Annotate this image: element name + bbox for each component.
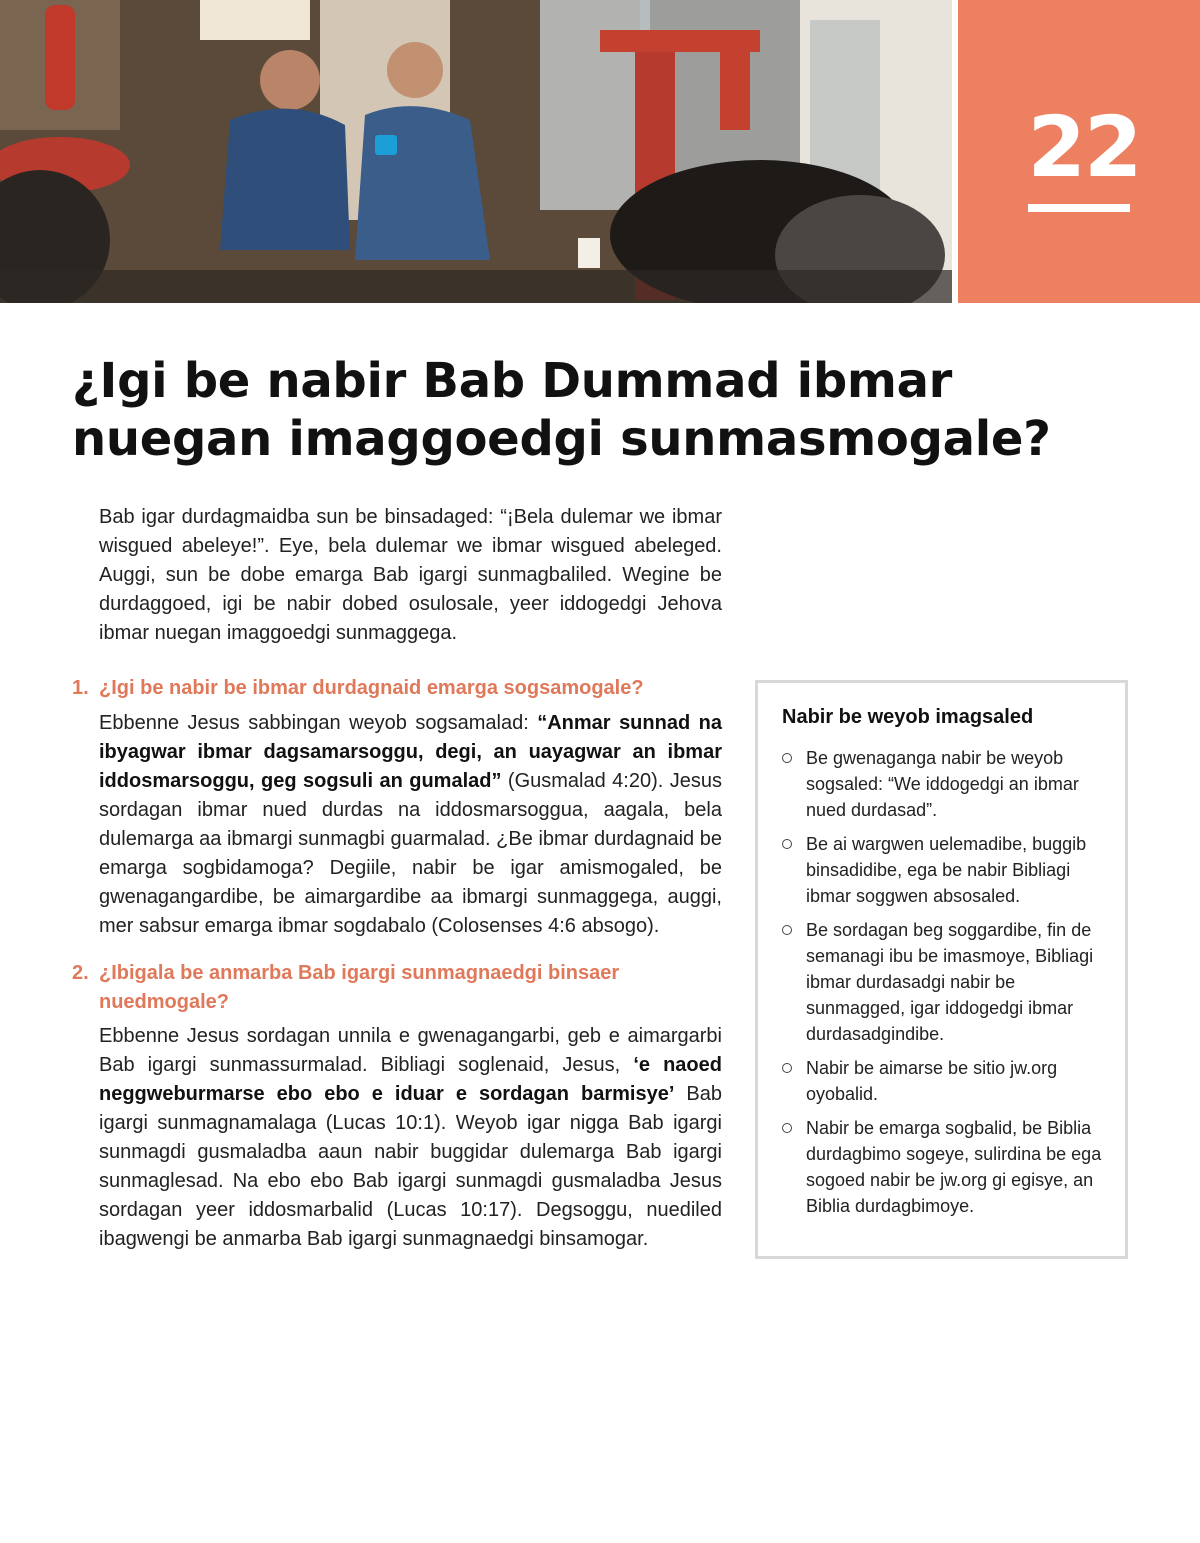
sidebox-title: Nabir be weyob imagsaled <box>782 706 1034 728</box>
badge-underline <box>1028 204 1130 212</box>
question-2-number: 2. <box>72 962 89 984</box>
sidebox-item <box>782 1115 1107 1219</box>
answer-1-paragraph <box>99 709 722 941</box>
answer-2-scripture-quote: ‘e naoed neggweburmarse ebo ebo e iduar e sordagan barmisye’ <box>99 1054 722 1105</box>
question-2 <box>72 959 722 1017</box>
tips-sidebox <box>755 680 1128 1259</box>
main-column <box>72 503 722 1254</box>
sidebox-item-text: Be gwenaganga nabir be weyob sogsaled: “We iddogedgi an ibmar nued durdasad”. <box>806 748 1079 820</box>
circle-bullet-icon <box>782 925 792 935</box>
answer-2-text-a: Ebbenne Jesus sordagan unnila e gwenagangarbi, geb e aimargarbi Bab igargi sunmassurmalad. Bibliagi soglenaid, Jesus, <box>99 1025 722 1076</box>
sidebox-item-text: Nabir be aimarse be sitio jw.org oyobalid. <box>806 1058 1058 1104</box>
question-1-number: 1. <box>72 677 89 699</box>
sidebox-list <box>782 745 1107 1227</box>
question-1 <box>72 674 722 703</box>
answer-1-text-b: (Gusmalad 4:20). Jesus sordagan ibmar nued durdas na iddosmarsoggua, aagala, bela dulemarga aa ibmargi sunmagbi guarmalad. ¿Be ibmar durdagnaid be emarga sogbidamoga? Degiile, nabir be igar amismogaled, be gwenagangardibe, be aimargardibe aa ibmargi sunmaggega, auggi, mer sabsur emarga ibmar sogdabalo (Colosenses 4:6 absogo). <box>99 770 723 937</box>
circle-bullet-icon <box>782 839 792 849</box>
lesson-number-badge <box>958 0 1200 303</box>
circle-bullet-icon <box>782 753 792 763</box>
question-2-text: ¿Ibigala be anmarba Bab igargi sunmagnaedgi binsaer nuedmogale? <box>99 962 620 1013</box>
sidebox-item-text: Be ai wargwen uelemadibe, buggib binsadidibe, ega be nabir Bibliagi ibmar soggwen absosaled. <box>806 834 1087 906</box>
circle-bullet-icon <box>782 1123 792 1133</box>
answer-2-text-b: Bab igargi sunmagnamalaga (Lucas 10:1). Weyob igar nigga Bab igargi sunmagdi gusmaladba aaun nabir buggidar dulemarga Bab igargi sunmaglesad. Na ebo ebo Bab igargi sunmagdi gusmaladba Jesus sordagan yeer iddosmarbalid (Lucas 10:17). Degsoggu, nuediled ibagwengi be anmarba Bab igargi sunmagnaedgi binsamogar. <box>99 1083 722 1250</box>
sidebox-item <box>782 831 1107 909</box>
hero-photo <box>0 0 952 303</box>
answer-1-text-a: Ebbenne Jesus sabbingan weyob sogsamalad: <box>99 712 538 734</box>
answer-2-paragraph <box>99 1022 722 1254</box>
page-title: ¿Igi be nabir Bab Dummad ibmar nuegan imaggoedgi sunmasmogale? <box>72 353 1051 467</box>
answer-1-scripture-quote: “Anmar sunnad na ibyagwar ibmar dagsamarsoggu, degi, an uayagwar an ibmar iddosmarsoggu, geg sogsuli an gumalad” <box>99 712 722 792</box>
question-1-text: ¿Igi be nabir be ibmar durdagnaid emarga sogsamogale? <box>99 677 644 699</box>
sidebox-item <box>782 917 1107 1047</box>
garage-scene-illustration <box>0 0 952 303</box>
sidebox-item-text: Nabir be emarga sogbalid, be Biblia durdagbimo sogeye, sulirdina be ega sogoed nabir be jw.org gi egisye, an Biblia durdagbimoye. <box>806 1118 1102 1216</box>
lesson-number: 22 <box>1027 98 1141 196</box>
sidebox-item <box>782 1055 1107 1107</box>
sidebox-item <box>782 745 1107 823</box>
sidebox-item-text: Be sordagan beg soggardibe, fin de semanagi ibu be imasmoye, Bibliagi ibmar durdasadgi nabir be sunmagged, igar iddogedgi ibmar durdasadgindibe. <box>806 920 1094 1044</box>
intro-paragraph: Bab igar durdagmaidba sun be binsadaged: “¡Bela dulemar we ibmar wisgued abeleye!”. Eye, bela dulemar we ibmar wisgued abeleged. Auggi, sun be dobe emarga Bab igargi sunmagbaliled. Wegine be durdaggoed, igi be nabir dobed osulosale, yeer iddogedgi Jehova ibmar nuegan imaggoedgi sunmaggega. <box>99 506 722 644</box>
circle-bullet-icon <box>782 1063 792 1073</box>
